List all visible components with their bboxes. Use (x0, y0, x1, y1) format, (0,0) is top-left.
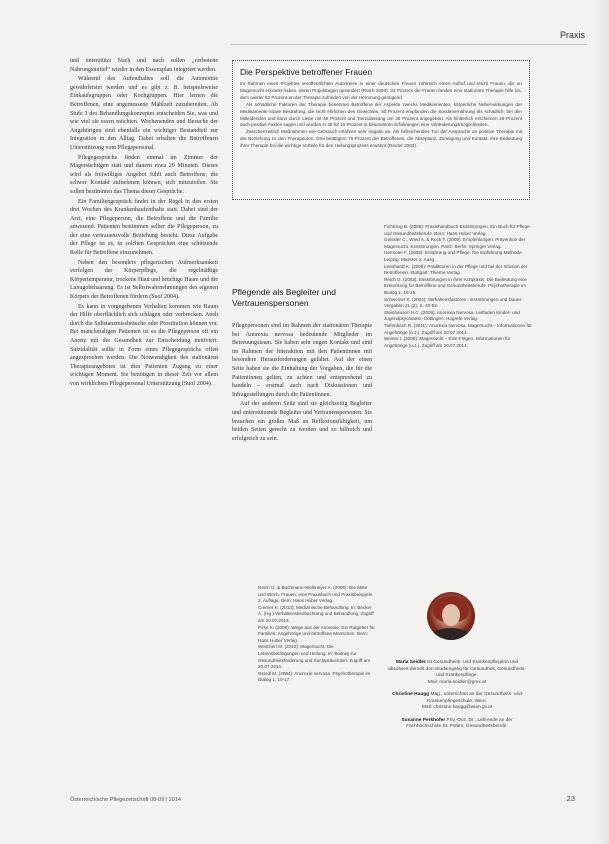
box-paragraph: Als schädliche Faktoren der Therapie benennen Betroffene der Aspekte zwecks Medikamenten, körperliche Nebenwirkungen der Medikamente sowie Bestrafung, die nicht ehrlichen des Gewichtes. 50 Prozent empfanden die Sondenernährung als schädlich, bei den Mitleidenden und kann durch Liebe mit 45 Prozent und Tierzulassung um 38 Prozent angegeben. Als hinderlich erschienen 28 Prozent auch positive Fakten sagen und wurden in 38 für 15 Prozent in besonderen Erfahrungen eine Veränderungsmöglichkeiten. (240, 101, 522, 128)
box-text (240, 81, 522, 150)
author-name: Christine Haugg (392, 692, 430, 697)
header-rule (230, 44, 587, 45)
section-heading: Pflegende als Begleiter und Vertrauenspersonen (232, 287, 336, 308)
reference: Geissler C., Wied A. & Rock T. (2009): Empfehlungen. Prävention der Magersucht. Essstörungen. Partz. Berlin: Springer Verlag. (384, 237, 526, 249)
reference: Steinhausen H.C. (2006): Anorexia Nervosa. Leitfaden Kinder- und Jugendpsychiatrie. Göttingen: Hogrefe Verlag. (384, 309, 520, 322)
author-name: Susanne Perkhofer (401, 717, 446, 723)
author-entry (387, 660, 527, 686)
reference: Reich G. & Buchmann-Wollmeyer A. (2005): Die Mitte und Wöch. Frauen: eine Praxisbuch und Praxisbeispiele. 2. Auflage. Bern: Hans Huber Verlag. (258, 585, 374, 604)
reference: Fichtning B. (2008): Praxishandbuch Essstörungen. Ein Buch für Pflege- und Gesundheitsberufe. Bern: Hans Huber Verlag. (384, 224, 532, 236)
author-entry (387, 718, 527, 731)
paragraph: und unterstützt Nach und nach sollen „verbotene Nahrungsmittel“ wieder in den Essensplan integriert werden. (70, 58, 218, 73)
author-info (387, 660, 527, 737)
author-bio: Priv.-Doz. Dr., Lehrende an der Fachhochschule St. Pölten, Gesundheitsberufe. (406, 717, 513, 729)
box-paragraph: Im Rahmen eines Projektes veröffentlichten Autorinnen in einer deutschen Frauen zahlreich einen Aufruf und leicht Frauen, die an Magersucht erkrankt haben, deren Projekttagen gesondert (Reich 2003). 34 Prozent der Frauen fanden eine stationäre Therapie hilfe los, dem wieder 52 Prozent an der Therapie zufrieden von der Hemmung genügend. (240, 81, 522, 100)
author-name: Maria Seidler (395, 660, 426, 665)
info-box (232, 60, 530, 200)
page-fold-shadow (595, 0, 609, 844)
references-column (384, 224, 532, 349)
reference: Tiefenbach R. (2011): Anorexia Nervosa. Magersucht – Informationen für Angehörige (o.J.). Zugriff am 20.07.2014. (384, 322, 532, 335)
reference: Pirke K. (2008): Wege aus der Anorexie. Ein Ratgeber für Familien, Angehörige und betroffene Menschen. Bern: Hans Huber Verlag. (258, 624, 375, 643)
author-bio: ist Gesundheits- und Krankenpflegerin und absolviert derzeit den Studiengang für Gesundheit, Gesundheits- und Krankenpflege. (388, 660, 526, 678)
footer-journal: Österreichische Pflegezeitschrift 08-09 / 2014 (70, 797, 181, 803)
reference: Schweizer K. (2004): Verhaltensfaktoren - Essstörungen und Dauer. Vorgaben 21 (2), S. 40-52. (384, 296, 523, 309)
reference: Reich G. (2003): Essstörungen in Ihrer Arztpraxis. Die Bedeutung eine Erkrankung für Betroffene und Gesundheitsberufe. Psychotherapie im Dialog 1, 16-25. (384, 276, 527, 295)
portrait-shoulder (431, 628, 471, 640)
author-entry (387, 692, 527, 712)
bottom-references (258, 585, 376, 684)
paragraph: Pflegepersonen sind im Rahmen der stationären Therapie bei Anorexia nervosa bedeutende Mitglieder im Betreuungsteam. Sie haben sehr engen Kontakt und sind im Rahmen der Interaktion mit den Patientinnen mit besondere Herausforderungen gefaltet. Auf der einen Seite haben sie die Einhaltung der Vorgaben, die für die Patientinnen gelten, zu achten und entsprechend zu handeln – erstmal auch nach Diskussionen und Infragestellungen durch die Patientinnen. (232, 323, 372, 398)
reference: Leonhardt K. (2009): Prädiktoren in der Pflege und bei der Infusion der Betroffenen. Stuttgart: Thieme Verlag. (384, 263, 528, 276)
paragraph: Auf der anderen Seite sind sie gleichzeitig Begleiter und unterstützende Begleiter und Vertrauenspersonen. Sie brauchen ein großes Maß an Reflexionsfähigkeit, um beiden Seiten gerecht zu werden und so hilfreich und erfolgreich zu sein. (232, 401, 372, 442)
author-email[interactable]: Mail: christine.haugg@wien.gv.at (421, 705, 493, 710)
box-paragraph: Zwischenzeitlich Maßnahmen wie Gebrauch erfahren sehr negativ an. Als hilfreichendes Tun der Ansprache an positive Therapie mit der Beziehung zu den Therapeuten. Drei betätigten 76 Prozent der Betroffenen, die Akzeptanz, Zuneigung und Kontakt. Ihre Bedeutung ihrer Therapie bei die wichtige Vorteile für den Heilungsprozess erwähnt (Reuter 2003). (240, 129, 522, 149)
reference: Cremer K. (2013): Medizinische Behandlung. In: Becker A. (Hg.) Verhaltensbeobachtung und Behandlung. Zugriff am 20.07.2014. (258, 604, 374, 623)
paragraph: Ein Familiengespräch findet in der Regel in den ersten drei Wochen des Krankenhaufenthalts statt. Dabei sind der Arzt, eine Pflegeperson, die Betroffene und die Familie anwesend. Patienten bestimmen selber die Pflegeperson, zu der eine vertrauensvolle Beziehung besteht. Diese Aufgabe der Pflege ist es, in solchen Gesprächen eine schützende Rolle für Betroffene einzunehmen. (70, 198, 218, 257)
portrait-face (442, 604, 460, 626)
page-number: 23 (566, 794, 575, 803)
left-column (70, 57, 218, 390)
paragraph: Es kann in vorgegebenen Verhalten kommen wie Raum der Hilfe oberflächlich sich schlagen oder verbrecken. Auch durch die Substanzmissbräuche oder Prostitution können vor. Bei manchmaligen Patienten ist es die Pflegeperson oft ein Anreiz mit der Gesundheit zur Entscheidung motiviert. Suizidalität sollte in Form eines Pflegegesprächs offen angesprochen werden. Die Notwendigkeit des stationären Therapieangebotes ist dies Patienten Zugang zu einer wichtigen Moment. Sie benötigen in dieser Zeit vor allem von wirklichem Pflegepersonal Unterstützung (Suof 2004). (70, 303, 218, 387)
author-bio: Mag., unterrichtet an der Gesundheits- und Krankenpflegeschule, Wien. (427, 692, 522, 704)
paragraph: Neben den besonders pflegerischen Aufmerksamkeit verfolgen der Körperpflege, die regelmäßige Körpertemperatur, trockene Haut und brüchige Haare und die Lanugobehaarung. Es ist Selbstwahrnehmungen des eigenen Körpers der Betroffenen fördern (Suof 2004). (70, 259, 218, 301)
paragraph: Während des Aufenthaltes soll die Autonomie gewährleistet werden und es gibt z. B. beispielsweise Einkaufsgruppen oder Kochgruppen. Hier lernen die Betroffenen, eine angemessene Mahlzeit zuzubereiten. Ab Stufe 3 des Behandlungskonzeptes entscheiden Sie, was und wie viel sie essen möchten. Wochenenden und Besuche der Angehörigen sind ebenfalls ein wichtiger Bestandteil zur Integration in den Alltag. Dabei erhalten die Betroffenen Unterstützung vom Pflegepersonal. (70, 76, 218, 151)
reference: Weinzierl M. (2010): Magersucht. Die Lebensbedingungen und Heilung. In: Beitrag zur Gesundheitsförderung und Suchtprävention. Zugriff am 20.07.2014. (258, 644, 371, 670)
reference: Weiner I. (2008): Magersucht – Eine Folgen, Informationen für Angehörige (o.J.). Zugriff am 20.07.2014. (384, 336, 511, 348)
middle-column (232, 322, 372, 444)
box-title: Die Perspektive betroffener Frauen (240, 67, 373, 77)
reference: Reindl M. (2004): Anorexie nervosa. Psychotherapie im Dialog 1, 10-17. (258, 670, 371, 683)
paragraph: Pflegegespräche finden einmal im Zimmer der Magersüchtigen statt und dauern etwa 20 Minuten. Dieses wird als freiwilliges Angebot fühlt auch Betroffene, die schwer Kontakt aufnehmen können, sich mitzuteilen. Sie sollen bestimmen das Thema dieser Gespräche. (70, 154, 218, 195)
author-portrait (427, 592, 475, 640)
reference: Hermeier F. (2008): Ernährung und Pflege. Die Einführung Methode. Leipzig: Mainzer 2. Ausg. (384, 250, 523, 262)
author-email[interactable]: Mail: maria.seidler@gmx.at (427, 679, 487, 685)
section-label: Praxis (559, 30, 585, 40)
